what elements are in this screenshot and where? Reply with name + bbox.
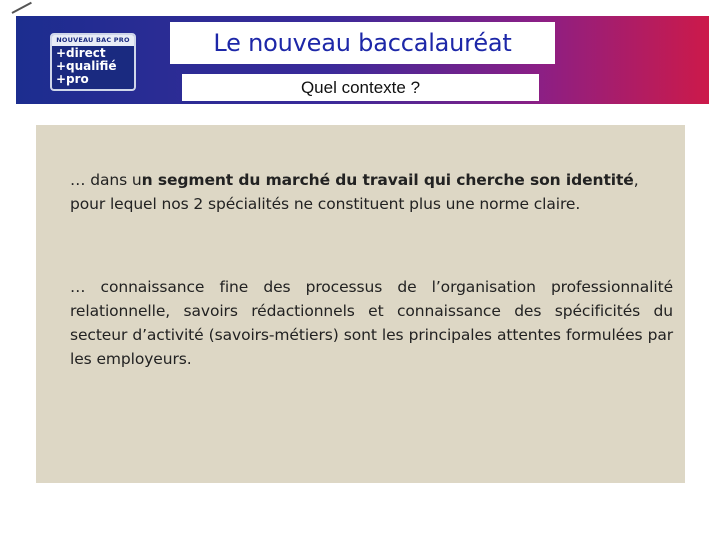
page-subtitle: Quel contexte ? [300,78,421,97]
logo-text [56,47,134,86]
logo-line-direct: +direct [56,46,106,60]
plus-icon: + [56,72,67,86]
logo-line-qualifie: +qualifié [56,59,117,73]
paragraph1-emphasis: n segment du marché du travail qui cherche son identité [141,171,634,189]
logo-line-pro: +pro [56,72,89,86]
paragraph-employer-expectations: … connaissance fine des processus de l’organisation professionnalité relationnelle, savoirs rédactionnels et connaissance des spécificités du secteur d’activité (savoirs-métiers) sont les principales attentes formulées par les employeurs. [70,278,673,368]
title-box [170,22,555,64]
paragraph-market-segment [70,168,673,216]
logo-top-label: NOUVEAU BAC PRO [52,35,134,46]
corner-decoration [12,2,32,14]
plus-icon: + [56,46,67,60]
paragraph1-prefix: … dans u [70,171,142,189]
subtitle-box [182,74,539,101]
page-title: Le nouveau baccalauréat [213,29,512,57]
content-panel [36,125,685,483]
plus-icon: + [56,59,67,73]
paragraph1-suffix: , pour lequel nos 2 spécialités ne constituent plus une norme claire. [70,171,639,213]
bac-pro-logo [50,33,136,91]
